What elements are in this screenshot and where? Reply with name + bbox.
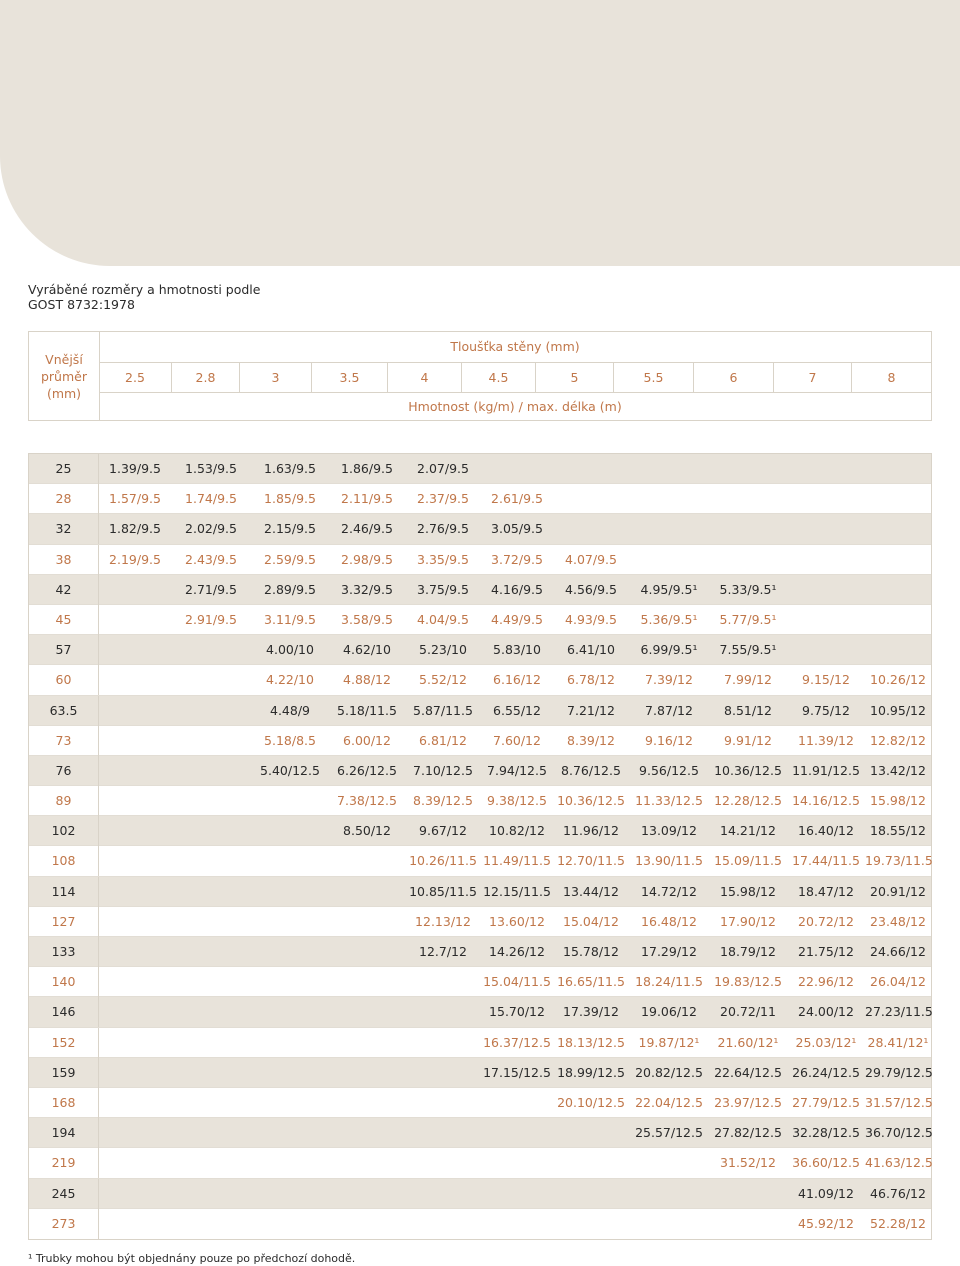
weight-length-cell: 4.22/10 — [266, 672, 314, 688]
weight-length-cell: 10.82/12 — [489, 823, 545, 839]
outer-diameter-cell: 159 — [29, 1058, 99, 1088]
weight-length-cell: 6.26/12.5 — [337, 762, 397, 778]
weight-length-cell: 18.47/12 — [798, 883, 854, 899]
weight-length-cell: 12.15/11.5 — [483, 883, 551, 899]
weight-length-cell: 27.82/12.5 — [714, 1125, 782, 1141]
weight-length-cell: 6.41/10 — [567, 642, 615, 658]
weight-length-cell: 27.23/11.5 — [865, 1004, 933, 1020]
weight-length-cell: 4.48/9 — [270, 702, 310, 718]
weight-length-cell: 1.57/9.5 — [109, 491, 161, 507]
weight-length-cell: 6.00/12 — [343, 732, 391, 748]
thickness-header-cell: 2.5 — [125, 370, 145, 385]
weight-length-cell: 7.38/12.5 — [337, 793, 397, 809]
weight-length-cell: 2.07/9.5 — [417, 461, 469, 476]
weight-length-cell: 10.36/12.5 — [557, 793, 625, 809]
wall-thickness-label: Tloušťka stěny (mm) — [450, 339, 580, 354]
weight-length-cell: 2.19/9.5 — [109, 551, 161, 567]
weight-length-cell: 14.26/12 — [489, 944, 545, 959]
weight-length-cell: 2.46/9.5 — [341, 521, 393, 537]
weight-length-cell: 2.91/9.5 — [185, 611, 237, 627]
weight-length-cell: 17.90/12 — [720, 913, 776, 929]
weight-length-cell: 4.00/10 — [266, 642, 314, 658]
thickness-header-cell: 5 — [535, 363, 613, 392]
table-row — [29, 726, 931, 756]
weight-length-cell: 3.05/9.5 — [491, 521, 543, 537]
outer-diameter-label: Vnější průměr (mm) — [40, 351, 87, 401]
weight-length-cell: 5.87/11.5 — [413, 702, 473, 718]
weight-length-cell: 7.21/12 — [567, 702, 615, 718]
outer-diameter-cell: 45 — [29, 605, 99, 635]
table-row — [29, 514, 931, 544]
weight-length-cell: 1.39/9.5 — [109, 461, 161, 476]
weight-length-cell: 6.16/12 — [493, 672, 541, 688]
weight-length-cell: 15.04/11.5 — [483, 974, 551, 990]
footnote: ¹ Trubky mohou být objednány pouze po předchozí dohodě. — [28, 1252, 356, 1265]
weight-length-cell: 20.82/12.5 — [635, 1064, 703, 1080]
weight-length-cell: 17.44/11.5 — [792, 853, 860, 869]
weight-length-cell: 12.82/12 — [870, 732, 926, 748]
outer-diameter-cell: 108 — [29, 846, 99, 876]
weight-length-cell: 13.44/12 — [563, 883, 619, 899]
outer-diameter-cell: 273 — [29, 1209, 99, 1239]
outer-diameter-cell: 89 — [29, 786, 99, 816]
weight-length-cell: 1.82/9.5 — [109, 521, 161, 537]
table-row — [29, 816, 931, 846]
weight-length-cell: 8.51/12 — [724, 702, 772, 718]
table-row — [29, 1209, 931, 1239]
weight-length-cell: 18.13/12.5 — [557, 1034, 625, 1050]
thickness-header-cell: 2.8 — [171, 363, 239, 392]
weight-length-cell: 20.72/11 — [720, 1004, 776, 1020]
weight-length-cell: 13.60/12 — [489, 913, 545, 929]
weight-length-cell: 1.85/9.5 — [264, 491, 316, 507]
weight-length-cell: 6.81/12 — [419, 732, 467, 748]
weight-length-cell: 2.15/9.5 — [264, 521, 316, 537]
weight-length-cell: 7.39/12 — [645, 672, 693, 688]
weight-length-cell: 2.61/9.5 — [491, 491, 543, 507]
weight-length-cell: 11.39/12 — [798, 732, 854, 748]
weight-length-cell: 18.99/12.5 — [557, 1064, 625, 1080]
weight-length-cell: 6.99/9.5¹ — [640, 642, 698, 658]
weight-length-cell: 1.53/9.5 — [185, 461, 237, 476]
weight-length-cell: 6.55/12 — [493, 702, 541, 718]
weight-length-cell: 11.33/12.5 — [635, 793, 703, 809]
weight-length-cell: 14.16/12.5 — [792, 793, 860, 809]
weight-length-cell: 13.09/12 — [641, 823, 697, 839]
page-title — [28, 282, 260, 312]
weight-label: Hmotnost (kg/m) / max. délka (m) — [408, 399, 622, 414]
weight-length-cell: 29.79/12.5 — [865, 1064, 933, 1080]
weight-length-cell: 1.74/9.5 — [185, 491, 237, 507]
weight-length-cell: 5.23/10 — [419, 642, 467, 658]
weight-length-cell: 3.72/9.5 — [491, 551, 543, 567]
table-row — [29, 997, 931, 1027]
weight-length-cell: 10.26/12 — [870, 672, 926, 688]
weight-length-cell: 9.15/12 — [802, 672, 850, 688]
weight-header — [99, 392, 931, 421]
table-row — [29, 786, 931, 816]
weight-length-cell: 16.37/12.5 — [483, 1034, 551, 1050]
table-row — [29, 605, 931, 635]
weight-length-cell: 8.50/12 — [343, 823, 391, 839]
table-row — [29, 1179, 931, 1209]
weight-length-cell: 23.48/12 — [870, 913, 926, 929]
outer-diameter-cell: 168 — [29, 1088, 99, 1118]
weight-length-cell: 22.96/12 — [798, 974, 854, 990]
table-row — [29, 575, 931, 605]
weight-length-cell: 19.87/12¹ — [638, 1034, 700, 1050]
weight-length-cell: 36.70/12.5 — [865, 1125, 933, 1141]
weight-length-cell: 2.76/9.5 — [417, 521, 469, 537]
weight-length-cell: 5.83/10 — [493, 642, 541, 658]
weight-length-cell: 20.72/12 — [798, 913, 854, 929]
weight-length-cell: 5.52/12 — [419, 672, 467, 688]
outer-diameter-cell: 127 — [29, 907, 99, 937]
weight-length-cell: 11.96/12 — [563, 823, 619, 839]
outer-diameter-cell: 28 — [29, 484, 99, 514]
weight-length-cell: 12.70/11.5 — [557, 853, 625, 869]
table-row — [29, 877, 931, 907]
table-row — [29, 484, 931, 514]
weight-length-cell: 12.7/12 — [419, 944, 467, 959]
weight-length-cell: 3.35/9.5 — [417, 551, 469, 567]
weight-length-cell: 13.42/12 — [870, 762, 926, 778]
weight-length-cell: 2.89/9.5 — [264, 581, 316, 597]
weight-length-cell: 16.40/12 — [798, 823, 854, 839]
weight-length-cell: 2.37/9.5 — [417, 491, 469, 507]
wall-thickness-header — [99, 332, 931, 361]
weight-length-cell: 31.52/12 — [720, 1155, 776, 1171]
thickness-header-cell: 6 — [693, 363, 773, 392]
weight-length-cell: 15.98/12 — [870, 793, 926, 809]
outer-diameter-cell: 140 — [29, 967, 99, 997]
weight-length-cell: 41.63/12.5 — [865, 1155, 933, 1171]
table-row — [29, 454, 931, 484]
weight-length-cell: 7.94/12.5 — [487, 762, 547, 778]
weight-length-cell: 4.93/9.5 — [565, 611, 617, 627]
weight-length-cell: 10.95/12 — [870, 702, 926, 718]
outer-diameter-cell: 73 — [29, 726, 99, 756]
weight-length-cell: 7.99/12 — [724, 672, 772, 688]
weight-length-cell: 16.48/12 — [641, 913, 697, 929]
weight-length-cell: 9.16/12 — [645, 732, 693, 748]
weight-length-cell: 4.16/9.5 — [491, 581, 543, 597]
weight-length-cell: 14.21/12 — [720, 823, 776, 839]
weight-length-cell: 5.33/9.5¹ — [719, 581, 777, 597]
outer-diameter-cell: 146 — [29, 997, 99, 1027]
weight-length-cell: 17.39/12 — [563, 1004, 619, 1020]
weight-length-cell: 14.72/12 — [641, 883, 697, 899]
weight-length-cell: 18.79/12 — [720, 944, 776, 959]
weight-length-cell: 2.43/9.5 — [185, 551, 237, 567]
weight-length-cell: 46.76/12 — [870, 1185, 926, 1201]
outer-diameter-cell: 194 — [29, 1118, 99, 1148]
weight-length-cell: 2.02/9.5 — [185, 521, 237, 537]
thickness-header-cell: 8 — [851, 363, 931, 392]
weight-length-cell: 9.91/12 — [724, 732, 772, 748]
weight-length-cell: 32.28/12.5 — [792, 1125, 860, 1141]
weight-length-cell: 8.76/12.5 — [561, 762, 621, 778]
weight-length-cell: 4.88/12 — [343, 672, 391, 688]
weight-length-cell: 15.98/12 — [720, 883, 776, 899]
outer-diameter-cell: 60 — [29, 665, 99, 695]
table-row — [29, 1088, 931, 1118]
weight-length-cell: 4.07/9.5 — [565, 551, 617, 567]
weight-length-cell: 18.55/12 — [870, 823, 926, 839]
thickness-header-cell: 4.5 — [461, 363, 535, 392]
table-row — [29, 1148, 931, 1178]
weight-length-cell: 15.70/12 — [489, 1004, 545, 1020]
title-line-1: Vyráběné rozměry a hmotnosti podle — [28, 282, 261, 297]
weight-length-cell: 17.15/12.5 — [483, 1064, 551, 1080]
weight-length-cell: 5.18/11.5 — [337, 702, 397, 718]
outer-diameter-cell: 102 — [29, 816, 99, 846]
table-row — [29, 1028, 931, 1058]
table-row — [29, 1058, 931, 1088]
outer-diameter-cell: 42 — [29, 575, 99, 605]
weight-length-cell: 1.86/9.5 — [341, 461, 393, 476]
weight-length-cell: 22.64/12.5 — [714, 1064, 782, 1080]
weight-length-cell: 28.41/12¹ — [867, 1034, 929, 1050]
weight-length-cell: 2.71/9.5 — [185, 581, 237, 597]
weight-length-cell: 27.79/12.5 — [792, 1094, 860, 1110]
table-row — [29, 756, 931, 786]
weight-length-cell: 9.67/12 — [419, 823, 467, 839]
weight-length-cell: 7.10/12.5 — [413, 762, 473, 778]
thickness-values-row — [99, 362, 931, 393]
weight-length-cell: 19.06/12 — [641, 1004, 697, 1020]
outer-diameter-cell: 38 — [29, 545, 99, 575]
outer-diameter-cell: 57 — [29, 635, 99, 665]
weight-length-cell: 2.59/9.5 — [264, 551, 316, 567]
weight-length-cell: 4.95/9.5¹ — [640, 581, 698, 597]
weight-length-cell: 15.78/12 — [563, 944, 619, 959]
weight-length-cell: 9.38/12.5 — [487, 793, 547, 809]
decorative-header-band — [0, 0, 960, 266]
outer-diameter-cell: 76 — [29, 756, 99, 786]
weight-length-cell: 3.32/9.5 — [341, 581, 393, 597]
weight-length-cell: 5.77/9.5¹ — [719, 611, 777, 627]
weight-length-cell: 12.28/12.5 — [714, 793, 782, 809]
weight-length-cell: 7.60/12 — [493, 732, 541, 748]
outer-diameter-cell: 133 — [29, 937, 99, 967]
weight-length-cell: 1.63/9.5 — [264, 461, 316, 476]
weight-length-cell: 45.92/12 — [798, 1215, 854, 1231]
outer-diameter-header — [29, 332, 100, 420]
weight-length-cell: 2.11/9.5 — [341, 491, 393, 507]
weight-length-cell: 3.11/9.5 — [264, 611, 316, 627]
weight-length-cell: 2.98/9.5 — [341, 551, 393, 567]
weight-length-cell: 3.58/9.5 — [341, 611, 393, 627]
table-row — [29, 1118, 931, 1148]
table-row — [29, 846, 931, 876]
weight-length-cell: 4.62/10 — [343, 642, 391, 658]
weight-length-cell: 15.09/11.5 — [714, 853, 782, 869]
weight-length-cell: 15.04/12 — [563, 913, 619, 929]
weight-length-cell: 25.03/12¹ — [795, 1034, 857, 1050]
weight-length-cell: 19.83/12.5 — [714, 974, 782, 990]
weight-length-cell: 10.85/11.5 — [409, 883, 477, 899]
weight-length-cell: 8.39/12 — [567, 732, 615, 748]
weight-length-cell: 13.90/11.5 — [635, 853, 703, 869]
weight-length-cell: 4.04/9.5 — [417, 611, 469, 627]
outer-diameter-cell: 25 — [29, 454, 99, 484]
outer-diameter-cell: 114 — [29, 877, 99, 907]
outer-diameter-cell: 219 — [29, 1148, 99, 1178]
thickness-header-cell: 4 — [387, 363, 461, 392]
table-row — [29, 937, 931, 967]
weight-length-cell: 3.75/9.5 — [417, 581, 469, 597]
weight-length-cell: 24.66/12 — [870, 944, 926, 959]
table-row — [29, 967, 931, 997]
title-line-2: GOST 8732:1978 — [28, 297, 135, 312]
thickness-header-cell: 3 — [239, 363, 311, 392]
thickness-header-cell: 3.5 — [311, 363, 387, 392]
weight-length-cell: 12.13/12 — [415, 913, 471, 929]
weight-length-cell: 19.73/11.5 — [865, 853, 933, 869]
weight-length-cell: 8.39/12.5 — [413, 793, 473, 809]
outer-diameter-cell: 32 — [29, 514, 99, 544]
table-row — [29, 907, 931, 937]
weight-length-cell: 52.28/12 — [870, 1215, 926, 1231]
weight-length-cell: 6.78/12 — [567, 672, 615, 688]
weight-length-cell: 5.40/12.5 — [260, 762, 320, 778]
weight-length-cell: 9.75/12 — [802, 702, 850, 718]
weight-length-cell: 5.36/9.5¹ — [640, 611, 698, 627]
outer-diameter-cell: 245 — [29, 1179, 99, 1209]
table-row — [29, 545, 931, 575]
thickness-header-cell: 7 — [773, 363, 851, 392]
weight-length-cell: 4.56/9.5 — [565, 581, 617, 597]
thickness-header-cell: 5.5 — [613, 363, 693, 392]
outer-diameter-cell: 152 — [29, 1028, 99, 1058]
weight-length-cell: 18.24/11.5 — [635, 974, 703, 990]
weight-length-cell: 9.56/12.5 — [639, 762, 699, 778]
weight-length-cell: 7.87/12 — [645, 702, 693, 718]
table-header — [28, 331, 932, 421]
weight-length-cell: 25.57/12.5 — [635, 1125, 703, 1141]
table-row — [29, 665, 931, 695]
weight-length-cell: 21.75/12 — [798, 944, 854, 959]
weight-length-cell: 41.09/12 — [798, 1185, 854, 1201]
weight-length-cell: 22.04/12.5 — [635, 1094, 703, 1110]
weight-length-cell: 36.60/12.5 — [792, 1155, 860, 1171]
weight-length-cell: 7.55/9.5¹ — [719, 642, 777, 658]
weight-length-cell: 11.91/12.5 — [792, 762, 860, 778]
weight-length-cell: 20.10/12.5 — [557, 1094, 625, 1110]
weight-length-cell: 24.00/12 — [798, 1004, 854, 1020]
weight-length-cell: 4.49/9.5 — [491, 611, 543, 627]
weight-length-cell: 20.91/12 — [870, 883, 926, 899]
weight-length-cell: 10.26/11.5 — [409, 853, 477, 869]
weight-length-cell: 16.65/11.5 — [557, 974, 625, 990]
outer-diameter-cell: 63.5 — [29, 696, 99, 726]
weight-length-cell: 26.24/12.5 — [792, 1064, 860, 1080]
table-row — [29, 696, 931, 726]
dimensions-table — [28, 453, 932, 1240]
weight-length-cell: 23.97/12.5 — [714, 1094, 782, 1110]
weight-length-cell: 10.36/12.5 — [714, 762, 782, 778]
weight-length-cell: 17.29/12 — [641, 944, 697, 959]
table-row — [29, 635, 931, 665]
weight-length-cell: 21.60/12¹ — [717, 1034, 779, 1050]
weight-length-cell: 31.57/12.5 — [865, 1094, 933, 1110]
weight-length-cell: 5.18/8.5 — [264, 732, 316, 748]
weight-length-cell: 26.04/12 — [870, 974, 926, 990]
weight-length-cell: 11.49/11.5 — [483, 853, 551, 869]
